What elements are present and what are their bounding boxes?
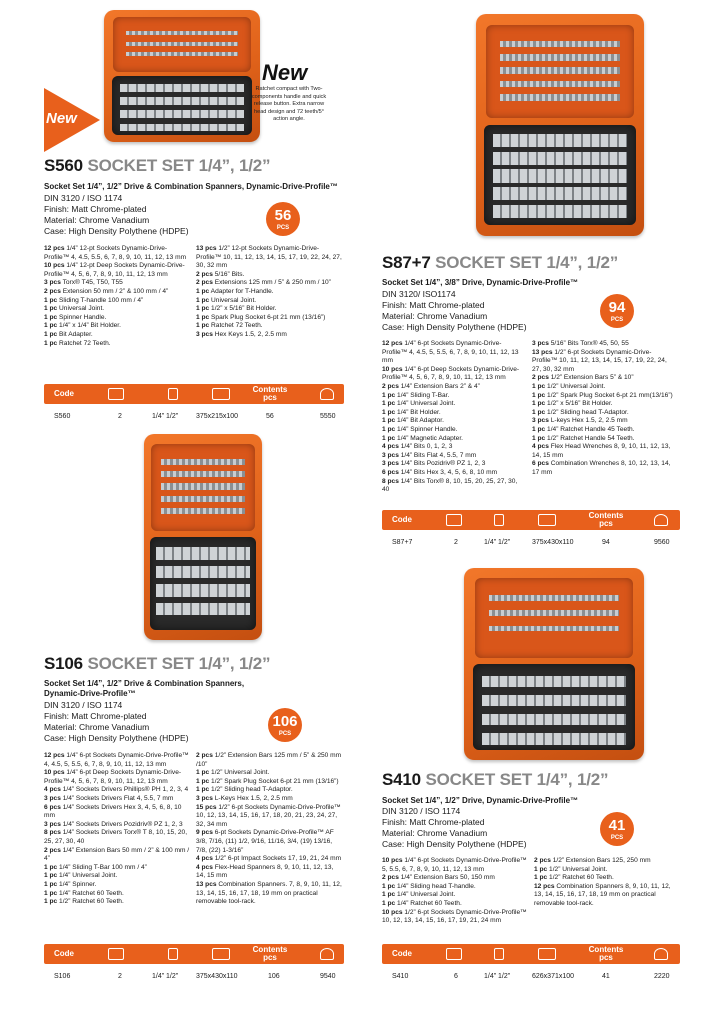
s410-title: S410 SOCKET SET 1/4”, 1/2”	[382, 770, 609, 789]
contents-item: 10 pcs 1/4” 6-pt Deep Sockets Dynamic-Drive-Profile™ 4, 5, 6, 7, 8, 9, 10, 11, 12, 13 mm	[44, 769, 182, 785]
contents-item: 1 pc 1/4” Universal Joint.	[382, 891, 456, 899]
contents-item: 1 pc 1/2” Ratchet 60 Teeth.	[44, 898, 124, 906]
contents-item: 4 pcs 1/2” 6-pt Impact Sockets 17, 19, 21, 24 mm	[196, 855, 342, 863]
contents-item: 1 pc 1/2” Sliding head T-Adaptor.	[532, 408, 629, 416]
s410-contents-right	[534, 857, 680, 909]
quantity-icon	[446, 514, 462, 526]
contents-item: 3 pcs 1/4” Bits Pozidriv® PZ 1, 2, 3	[382, 460, 486, 468]
s106-contents-left	[44, 752, 190, 907]
contents-item: 9 pcs 6-pt Sockets Dynamic-Drive-Profile™ AF 3/8, 7/16, (11) 1/2, 9/16, 11/16, 3/4, (19) 13/16, 7/8, (22) 1-3/16”	[196, 829, 334, 854]
s410-contents-left	[382, 857, 528, 926]
quantity-icon	[108, 388, 124, 400]
new-ribbon-label: New	[46, 110, 77, 127]
contents-item: 1 pc 1/2” Universal Joint.	[532, 382, 606, 390]
contents-item: 13 pcs 1/2” 6-pt Sockets Dynamic-Drive-Profile™ 10, 11, 12, 13, 14, 15, 17, 19, 22, 24, 27, 30, 32 mm	[532, 348, 667, 373]
s560-spec: DIN 3120 / ISO 1174 Finish: Matt Chrome-plated Material: Chrome Vanadium Case: High Density Polythene (HDPE)	[44, 193, 189, 236]
drive-icon	[494, 948, 504, 960]
contents-item: 1 pc 1/2” Ratchet 60 Teeth.	[534, 874, 614, 882]
contents-item: 2 pcs 1/4” Extension Bars 50 mm / 2” & 100 mm / 4”	[44, 846, 190, 863]
contents-item: 3 pcs Torx® T45, T50, T55	[44, 279, 123, 287]
s106-product-photo	[144, 434, 262, 640]
drive-icon	[168, 388, 178, 400]
contents-item: 1 pc Spinner Handle.	[44, 313, 107, 321]
s410-table-header: Code Contents pcs	[382, 944, 680, 964]
contents-item: 3 pcs 1/4” Sockets Drivers Flat 4, 5.5, 7 mm	[44, 794, 174, 802]
s560-subhead: Socket Set 1/4”, 1/2” Drive & Combination Spanners, Dynamic-Drive-Profile™	[44, 182, 338, 191]
s106-table-header: Code Contents pcs	[44, 944, 344, 964]
contents-item: 1 pc 1/4” Ratchet 60 Teeth.	[382, 899, 462, 907]
contents-item: 12 pcs 1/4” 12-pt Sockets Dynamic-Drive-Profile™ 4, 4.5, 5.5, 6, 7, 8, 9, 10, 11, 12, 13 mm	[44, 245, 187, 261]
contents-item: 1 pc 1/2” Universal Joint.	[196, 769, 270, 777]
contents-item: 1 pc 1/4” Universal Joint.	[44, 872, 118, 880]
s560-table-header: Code Contents pcs	[44, 384, 344, 404]
contents-item: 1 pc Sliding T-handle 100 mm / 4”	[44, 296, 144, 304]
s106-subhead: Socket Set 1/4”, 1/2” Drive & Combination Spanners, Dynamic-Drive-Profile™	[44, 679, 245, 698]
contents-item: 1 pc 1/4” Spinner.	[44, 880, 97, 888]
contents-item: 1 pc 1/2” Ratchet Handle 54 Teeth.	[532, 434, 635, 442]
s87-contents-left	[382, 340, 526, 495]
contents-item: 2 pcs 1/2” Extension Bars 125 mm / 5” & 250 mm /10”	[196, 752, 342, 768]
weight-icon	[654, 948, 668, 960]
s560-product-photo	[104, 10, 260, 142]
contents-item: 1 pc 1/4” Ratchet 60 Teeth.	[44, 889, 124, 897]
s106-pcs-badge: 106 PCS	[268, 708, 302, 742]
contents-item: 1 pc 1/4” Ratchet Handle 45 Teeth.	[532, 425, 635, 433]
s87-pcs-badge: 94 PCS	[600, 294, 634, 328]
s87-contents-right	[532, 340, 676, 478]
s410-product-photo	[464, 568, 644, 760]
contents-item: 2 pcs Extension 50 mm / 2” & 100 mm / 4”	[44, 287, 169, 295]
contents-item: 3 pcs 5/16” Bits Torx® 45, 50, 55	[532, 340, 629, 347]
contents-item: 1 pc 1/2” Universal Joint.	[534, 865, 608, 873]
contents-item: 1 pc 1/4” x 1/4” Bit Holder.	[44, 322, 121, 330]
contents-item: 3 pcs L-Keys Hex 1.5, 2, 2.5 mm	[196, 794, 293, 802]
s560-pcs-badge: 56 PCS	[266, 202, 300, 236]
contents-item: 1 pc 1/2” x 5/16” Bit Holder.	[532, 400, 613, 408]
drive-icon	[168, 948, 178, 960]
contents-item: 15 pcs 1/2” 6-pt Sockets Dynamic-Drive-Profile™ 10, 12, 13, 14, 15, 16, 17, 18, 20, 21, 23, 24, 27, 32, 34 mm	[196, 803, 341, 828]
s106-contents-right	[196, 752, 344, 907]
contents-item: 1 pc Universal Joint.	[196, 296, 257, 304]
contents-item: 10 pcs 1/4” 6-pt Deep Sockets Dynamic-Drive-Profile™ 4, 5, 6, 7, 8, 9, 10, 11, 12, 13 mm	[382, 365, 520, 382]
s87-table-header: Code Contents pcs	[382, 510, 680, 530]
contents-item: 12 pcs Combination Spanners 8, 9, 10, 11, 12, 13, 14, 15, 16, 17, 18, 19 mm on practical removable tool-rack.	[534, 882, 671, 907]
contents-item: 1 pc 1/2” x 5/16” Bit Holder.	[196, 305, 277, 313]
s560-contents-right	[196, 245, 342, 340]
quantity-icon	[108, 948, 124, 960]
dimensions-icon	[538, 948, 556, 960]
contents-item: 4 pcs Flex-Head Spanners 8, 9, 10, 11, 12, 13, 14, 15 mm	[196, 863, 334, 880]
dimensions-icon	[538, 514, 556, 526]
contents-item: 2 pcs Extensions 125 mm / 5” & 250 mm / 10”	[196, 279, 331, 287]
contents-item: 6 pcs Combination Wrenches 8, 10, 12, 13, 14, 17 mm	[532, 460, 671, 476]
contents-item: 1 pc 1/4” Spinner Handle.	[382, 425, 458, 433]
contents-item: 1 pc 1/2” Sliding head T-Adaptor.	[196, 786, 293, 794]
s87-spec: DIN 3120/ ISO1174 Finish: Matt Chrome-plated Material: Chrome Vanadium Case: High Density Polythene (HDPE)	[382, 289, 527, 332]
contents-item: 1 pc 1/4” Bit Holder.	[382, 408, 441, 416]
contents-item: 1 pc 1/2” Spark Plug Socket 6-pt 21 mm (13/16”)	[196, 777, 339, 785]
s560-title: S560 SOCKET SET 1/4”, 1/2”	[44, 156, 271, 175]
contents-item: 1 pc Ratchet 72 Teeth.	[196, 322, 263, 330]
contents-item: 2 pcs 1/2” Extension Bars 125, 250 mm	[534, 857, 651, 864]
contents-item: 1 pc 1/2” Spark Plug Socket 6-pt 21 mm(13/16”)	[532, 391, 673, 399]
contents-item: 2 pcs 1/4” Extension Bars 50, 150 mm	[382, 874, 495, 882]
contents-item: 3 pcs Hex Keys 1.5, 2, 2.5 mm	[196, 330, 287, 338]
contents-item: 10 pcs 1/2” 6-pt Sockets Dynamic-Drive-Profile™ 10, 12, 13, 14, 15, 16, 17, 19, 21, 24 mm	[382, 908, 527, 925]
new-note: Ratchet compact with Two-components handle and quick release button. Extra narrow head design and 72 teeth/5° action angle.	[251, 86, 327, 122]
contents-item: 6 pcs 1/4” Bits Hex 3, 4, 5, 6, 8, 10 mm	[382, 468, 498, 476]
weight-icon	[654, 514, 668, 526]
s410-spec: DIN 3120 / ISO 1174 Finish: Matt Chrome-plated Material: Chrome Vanadium Case: High Density Polythene (HDPE)	[382, 806, 527, 849]
weight-icon	[320, 948, 334, 960]
contents-item: 10 pcs 1/4” 6-pt Sockets Dynamic-Drive-Profile™ 5, 5.5, 6, 7, 8, 9, 10, 11, 12, 13 mm	[382, 857, 527, 873]
contents-item: 1 pc 1/4” Sliding T-Bar 100 mm / 4”	[44, 863, 147, 871]
contents-item: 1 pc Spark Plug Socket 6-pt 21 mm (13/16”)	[196, 313, 326, 321]
s87-product-photo	[476, 14, 644, 236]
quantity-icon	[446, 948, 462, 960]
contents-item: 12 pcs 1/4” 6-pt Sockets Dynamic-Drive-Profile™ 4, 4.5, 5, 5.5, 6, 7, 8, 9, 10, 11, 12, 13 mm	[382, 340, 519, 365]
s87-subhead: Socket Set 1/4”, 3/8” Drive, Dynamic-Drive-Profile™	[382, 278, 579, 287]
contents-item: 13 pcs 1/2” 12-pt Sockets Dynamic-Drive-Profile™ 10, 11, 12, 13, 14, 15, 17, 19, 22, 24, 27, 30, 32 mm	[196, 245, 342, 270]
contents-item: 8 pcs 1/4” Bits Torx® 8, 10, 15, 20, 25, 27, 30, 40	[382, 477, 518, 494]
contents-item: 1 pc Bit Adapter.	[44, 330, 93, 338]
contents-item: 10 pcs 1/4” 12-pt Deep Sockets Dynamic-Drive-Profile™ 4, 5, 6, 7, 8, 9, 10, 11, 12, 13 mm	[44, 262, 185, 278]
dimensions-icon	[212, 388, 230, 400]
contents-item: 1 pc Universal Joint.	[44, 305, 105, 313]
weight-icon	[320, 388, 334, 400]
s410-pcs-badge: 41 PCS	[600, 812, 634, 846]
contents-item: 1 pc 1/4” Magnetic Adapter.	[382, 434, 464, 442]
contents-item: 1 pc 1/4” Sliding T-Bar.	[382, 391, 450, 399]
drive-icon	[494, 514, 504, 526]
contents-item: 3 pcs 1/4” Bits Flat 4, 5.5, 7 mm	[382, 451, 477, 459]
contents-item: 1 pc 1/4” Sliding head T-handle.	[382, 882, 476, 890]
s560-contents-left	[44, 245, 190, 348]
dimensions-icon	[212, 948, 230, 960]
s106-title: S106 SOCKET SET 1/4”, 1/2”	[44, 654, 271, 673]
contents-item: 1 pc 1/4” Bit Adaptor.	[382, 417, 444, 425]
contents-item: 1 pc Ratchet 72 Teeth.	[44, 339, 111, 347]
contents-item: 13 pcs Combination Spanners. 7, 8, 9, 10, 11, 12, 13, 14, 15, 16, 17, 18, 19 mm on practical removable tool-rack.	[196, 880, 342, 906]
contents-item: 3 pcs L-keys Hex 1.5, 2, 2.5 mm	[532, 417, 628, 425]
contents-item: 1 pc Adapter for T-Handle.	[196, 287, 274, 295]
contents-item: 2 pcs 1/2” Extension Bars 5” & 10”	[532, 374, 634, 382]
contents-item: 1 pc 1/4” Universal Joint.	[382, 400, 456, 408]
contents-item: 6 pcs 1/4” Sockets Drivers Hex 3, 4, 5, 6, 8, 10 mm	[44, 803, 182, 820]
s87-title: S87+7 SOCKET SET 1/4”, 1/2”	[382, 253, 619, 272]
contents-item: 2 pcs 1/4” Extension Bars 2” & 4”	[382, 382, 480, 390]
contents-item: 12 pcs 1/4” 6-pt Sockets Dynamic-Drive-Profile™ 4, 4.5, 5, 5.5, 6, 7, 8, 9, 10, 11, 12, 13 mm	[44, 752, 189, 768]
contents-item: 4 pcs Flex Head Wrenches 8, 9, 10, 11, 12, 13, 14, 15 mm	[532, 443, 671, 459]
contents-item: 2 pcs 5/16” Bits.	[196, 270, 245, 278]
s410-subhead: Socket Set 1/4”, 1/2” Drive, Dynamic-Drive-Profile™	[382, 796, 579, 805]
contents-item: 8 pcs 1/4” Sockets Drivers Torx® T 8, 10, 15, 20, 25, 27, 30, 40	[44, 829, 188, 845]
new-badge: New	[262, 60, 308, 85]
contents-item: 4 pcs 1/4” Sockets Drivers Phillips® PH 1, 2, 3, 4	[44, 786, 189, 794]
contents-item: 4 pcs 1/4” Bits 0, 1, 2, 3	[382, 443, 453, 451]
contents-item: 3 pcs 1/4” Sockets Drivers Pozidriv® PZ 1, 2, 3	[44, 820, 183, 828]
s106-spec: DIN 3120 / ISO 1174 Finish: Matt Chrome-plated Material: Chrome Vanadium Case: High Density Polythene (HDPE)	[44, 700, 189, 743]
